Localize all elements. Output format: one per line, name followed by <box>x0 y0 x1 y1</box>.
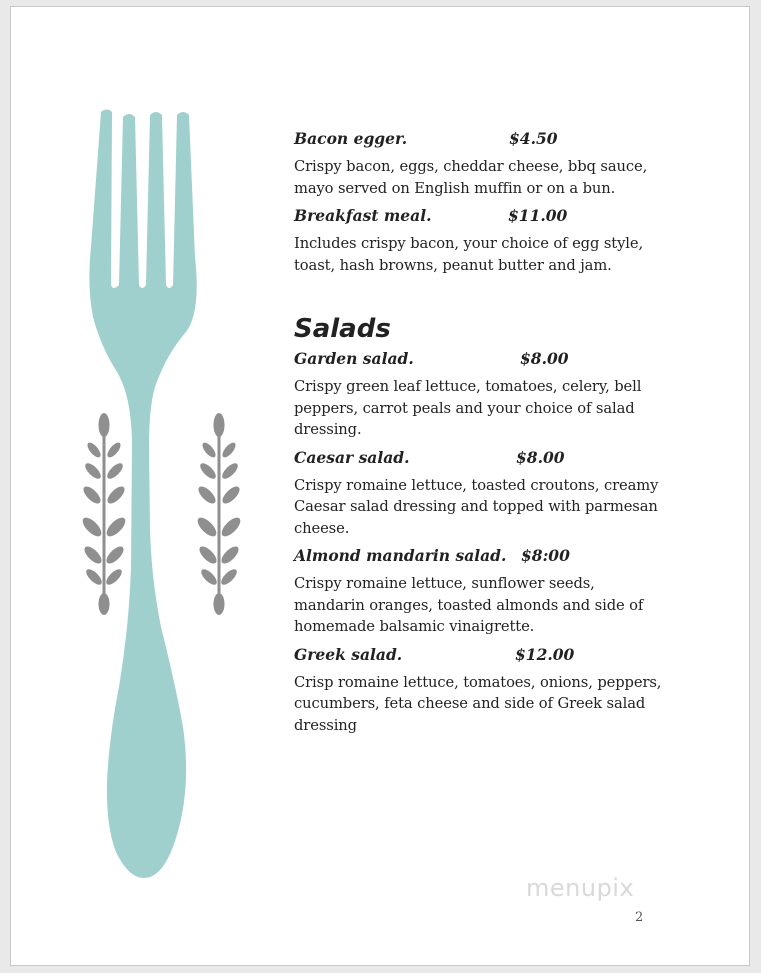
menu-item <box>294 349 664 441</box>
item-description: Crisp romaine lettuce, tomatoes, onions, peppers, cucumbers, feta cheese and side of Greek salad dressing <box>294 673 662 734</box>
item-price: $12.00 <box>515 644 575 664</box>
item-price: $8.00 <box>520 349 569 368</box>
item-header <box>294 129 664 149</box>
item-header <box>294 645 664 665</box>
right-sprig-icon <box>195 413 241 615</box>
fork-illustration <box>71 107 241 887</box>
item-price: $8:00 <box>521 546 570 565</box>
watermark-logo: menupix <box>526 874 635 902</box>
item-price: $4.50 <box>509 129 558 148</box>
item-price: $8.00 <box>516 447 565 467</box>
item-name: Almond mandarin salad. <box>294 546 507 565</box>
section-title: Salads <box>294 314 391 344</box>
left-sprig-icon <box>80 413 129 615</box>
item-name: Greek salad. <box>294 644 403 664</box>
item-price: $11.00 <box>508 206 568 225</box>
item-name: Garden salad. <box>294 349 414 368</box>
item-header <box>294 349 664 369</box>
item-description: Crispy bacon, eggs, cheddar cheese, bbq sauce, mayo served on English muffin or on a bun. <box>294 158 648 197</box>
menu-page <box>10 6 750 966</box>
item-description: Crispy romaine lettuce, sunflower seeds, mandarin oranges, toasted almonds and side of homemade balsamic vinaigrette. <box>294 575 644 635</box>
item-name: Bacon egger. <box>294 129 408 148</box>
item-name: Caesar salad. <box>294 447 410 467</box>
page-number: 2 <box>635 910 644 925</box>
menu-item <box>294 129 664 199</box>
menu-item <box>294 206 664 276</box>
item-header <box>294 206 664 226</box>
menu-item <box>294 546 664 638</box>
item-description: Crispy green leaf lettuce, tomatoes, celery, bell peppers, carrot peals and your choice of salad dressing. <box>294 378 642 438</box>
menu-item <box>294 645 664 737</box>
item-name: Breakfast meal. <box>294 206 432 225</box>
menu-item <box>294 448 664 540</box>
item-description: Includes crispy bacon, your choice of egg style, toast, hash browns, peanut butter and jam. <box>294 235 644 274</box>
item-header <box>294 546 664 566</box>
item-description: Crispy romaine lettuce, toasted croutons, creamy Caesar salad dressing and topped with parmesan cheese. <box>294 476 659 537</box>
menu-content <box>294 129 664 743</box>
item-header <box>294 448 664 468</box>
